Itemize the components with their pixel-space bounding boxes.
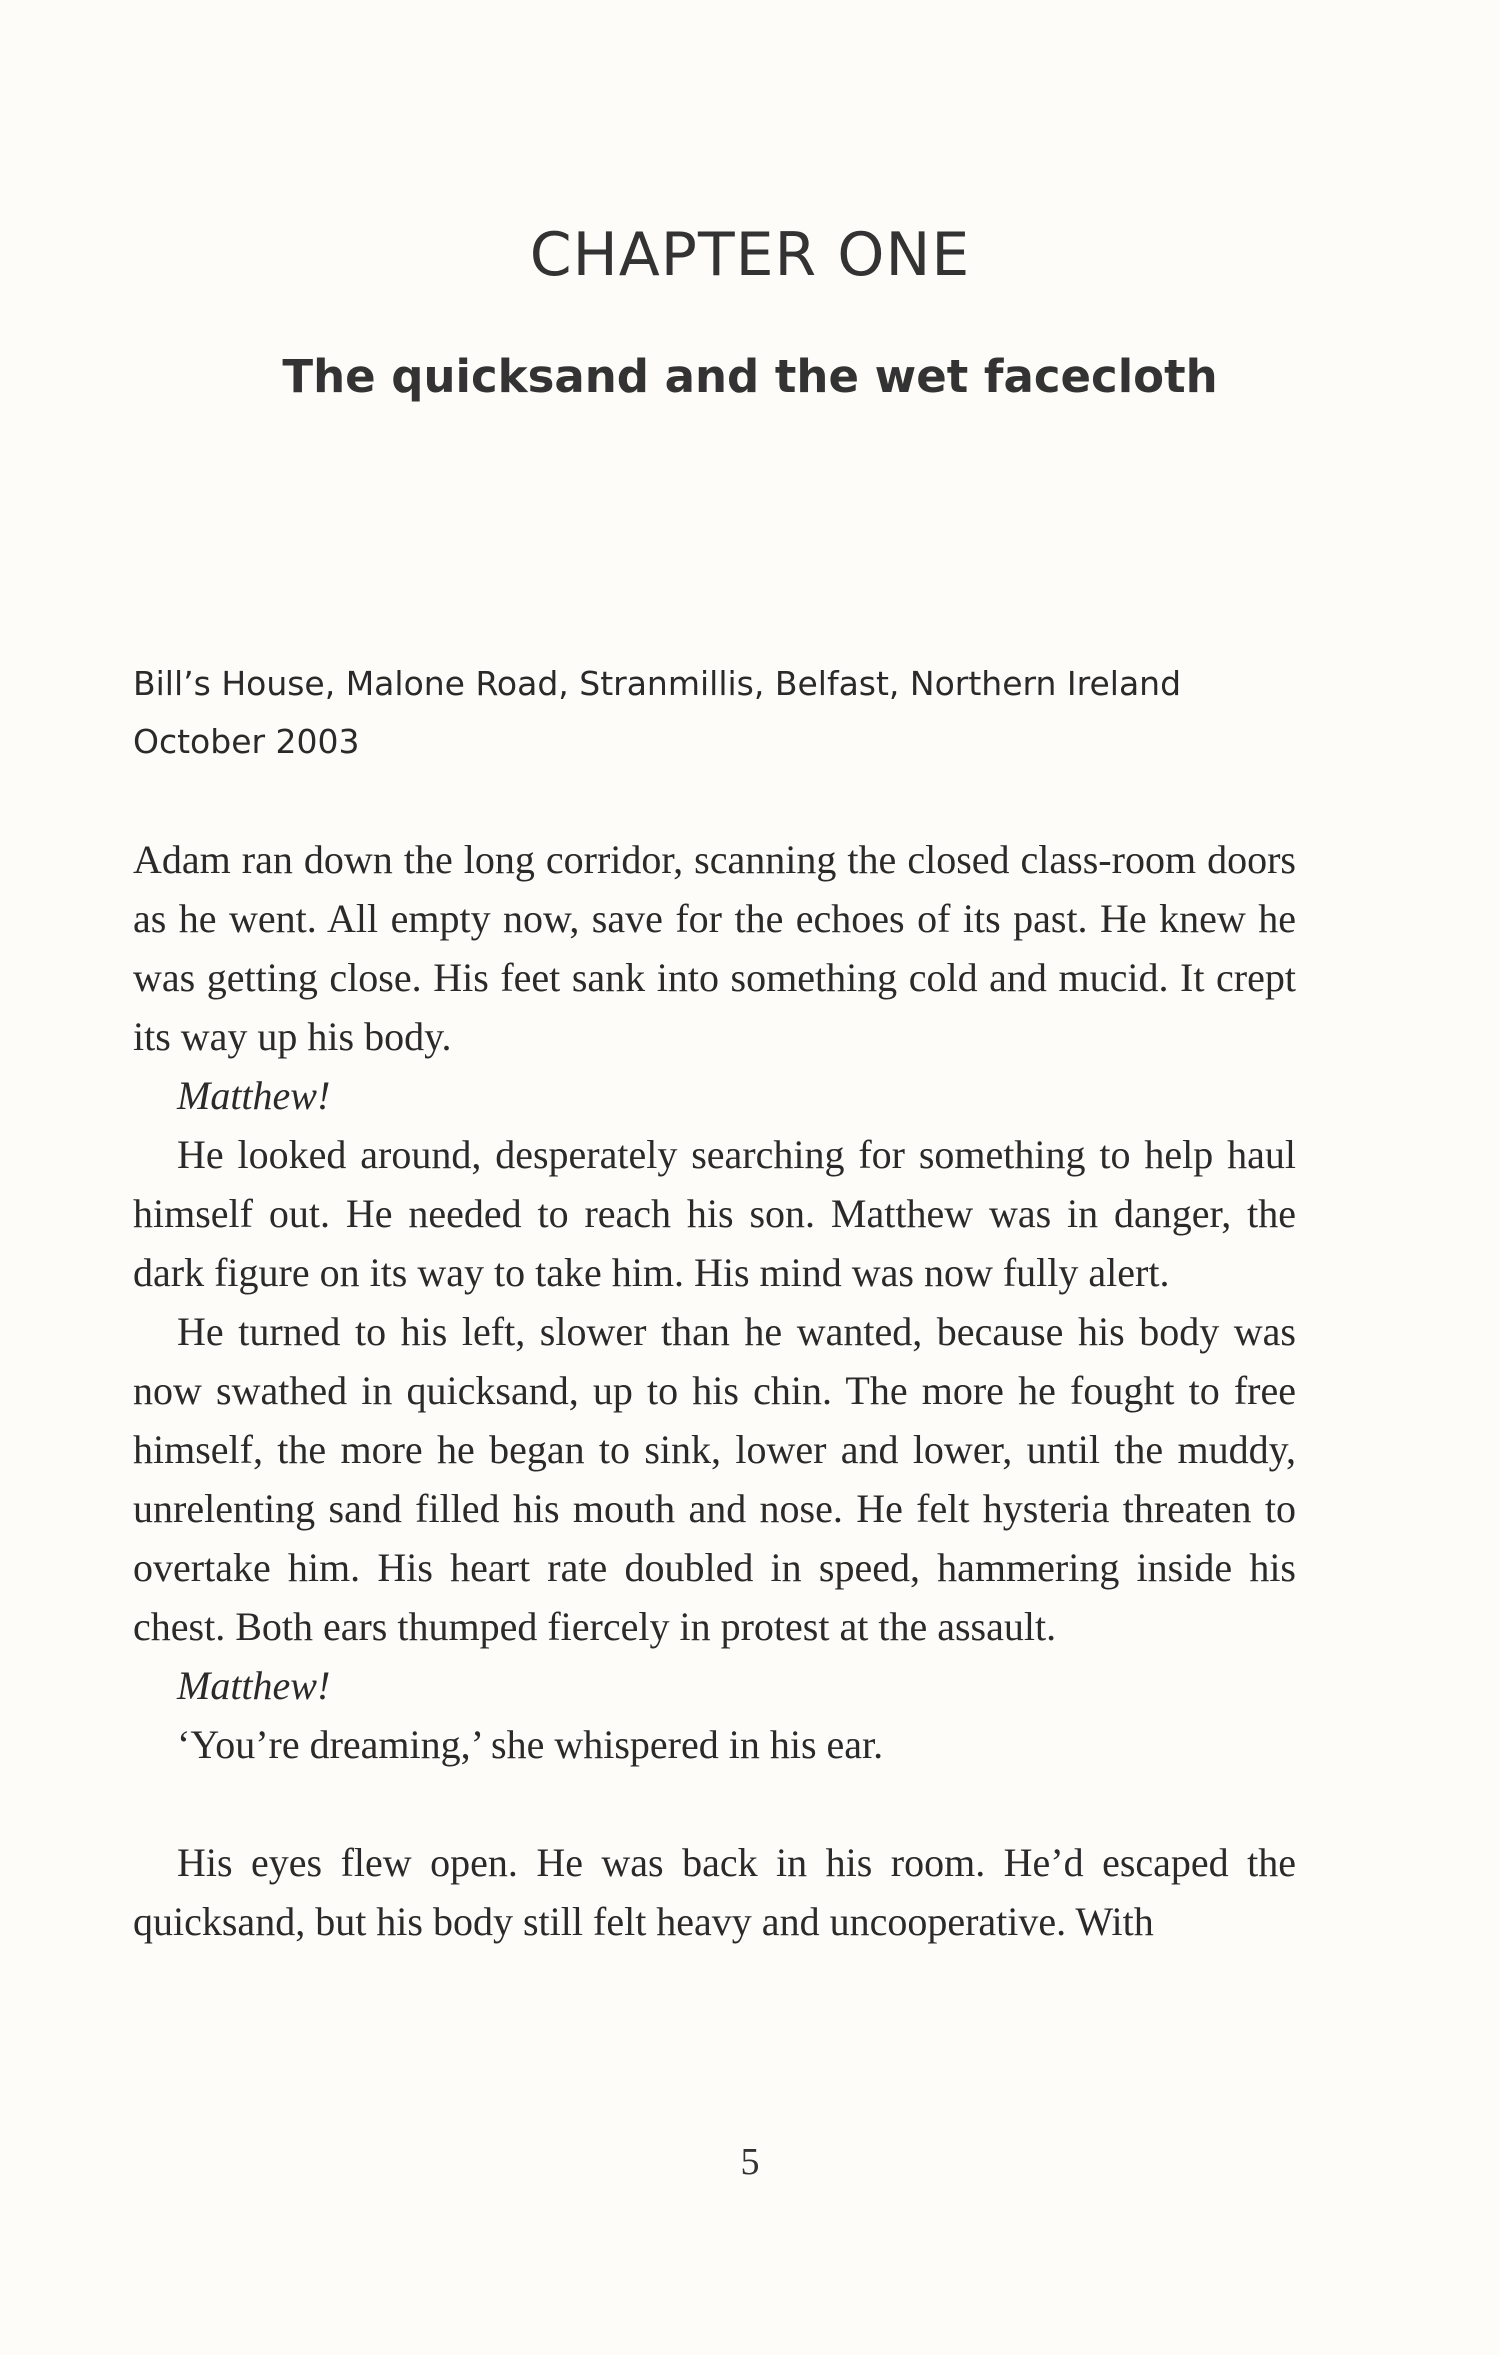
paragraph: He turned to his left, slower than he wanted, because his body was now swathed in quicksand, up to his chin. The more he fought to free himself, the more he began to sink, lower and lower, until the muddy, unrelenting sand filled his mouth and nose. He felt hysteria threaten to overtake him. His heart rate doubled in speed, hammering inside his chest. Both ears thumped fiercely in protest at the assault. [133,1309,1296,1649]
paragraph: Adam ran down the long corridor, scanning the closed class-room doors as he went. All empty now, save for the echoes of its past. He knew he was getting close. His feet sank into something cold and mucid. It crept its way up his body. [133,837,1296,1059]
paragraph: His eyes flew open. He was back in his room. He’d escaped the quicksand, but his body still felt heavy and uncooperative. With [133,1840,1296,1944]
location-place: Bill’s House, Malone Road, Stranmillis, Belfast, Northern Ireland [133,664,1182,703]
chapter-number: CHAPTER ONE [529,220,971,290]
paragraph: He looked around, desperately searching for something to help haul himself out. He needed to reach his son. Matthew was in danger, the dark figure on its way to take him. His mind was now fully alert. [133,1132,1296,1295]
body-text [133,830,1296,1951]
paragraph-italic: Matthew! [177,1663,331,1708]
section-break [133,1774,1296,1833]
location-date: October 2003 [133,722,360,761]
page-number: 5 [740,2141,760,2183]
paragraph-italic: Matthew! [177,1073,331,1118]
chapter-title: The quicksand and the wet facecloth [282,350,1218,403]
location-heading [133,655,1373,771]
paragraph: ‘You’re dreaming,’ she whispered in his ear. [177,1722,884,1767]
